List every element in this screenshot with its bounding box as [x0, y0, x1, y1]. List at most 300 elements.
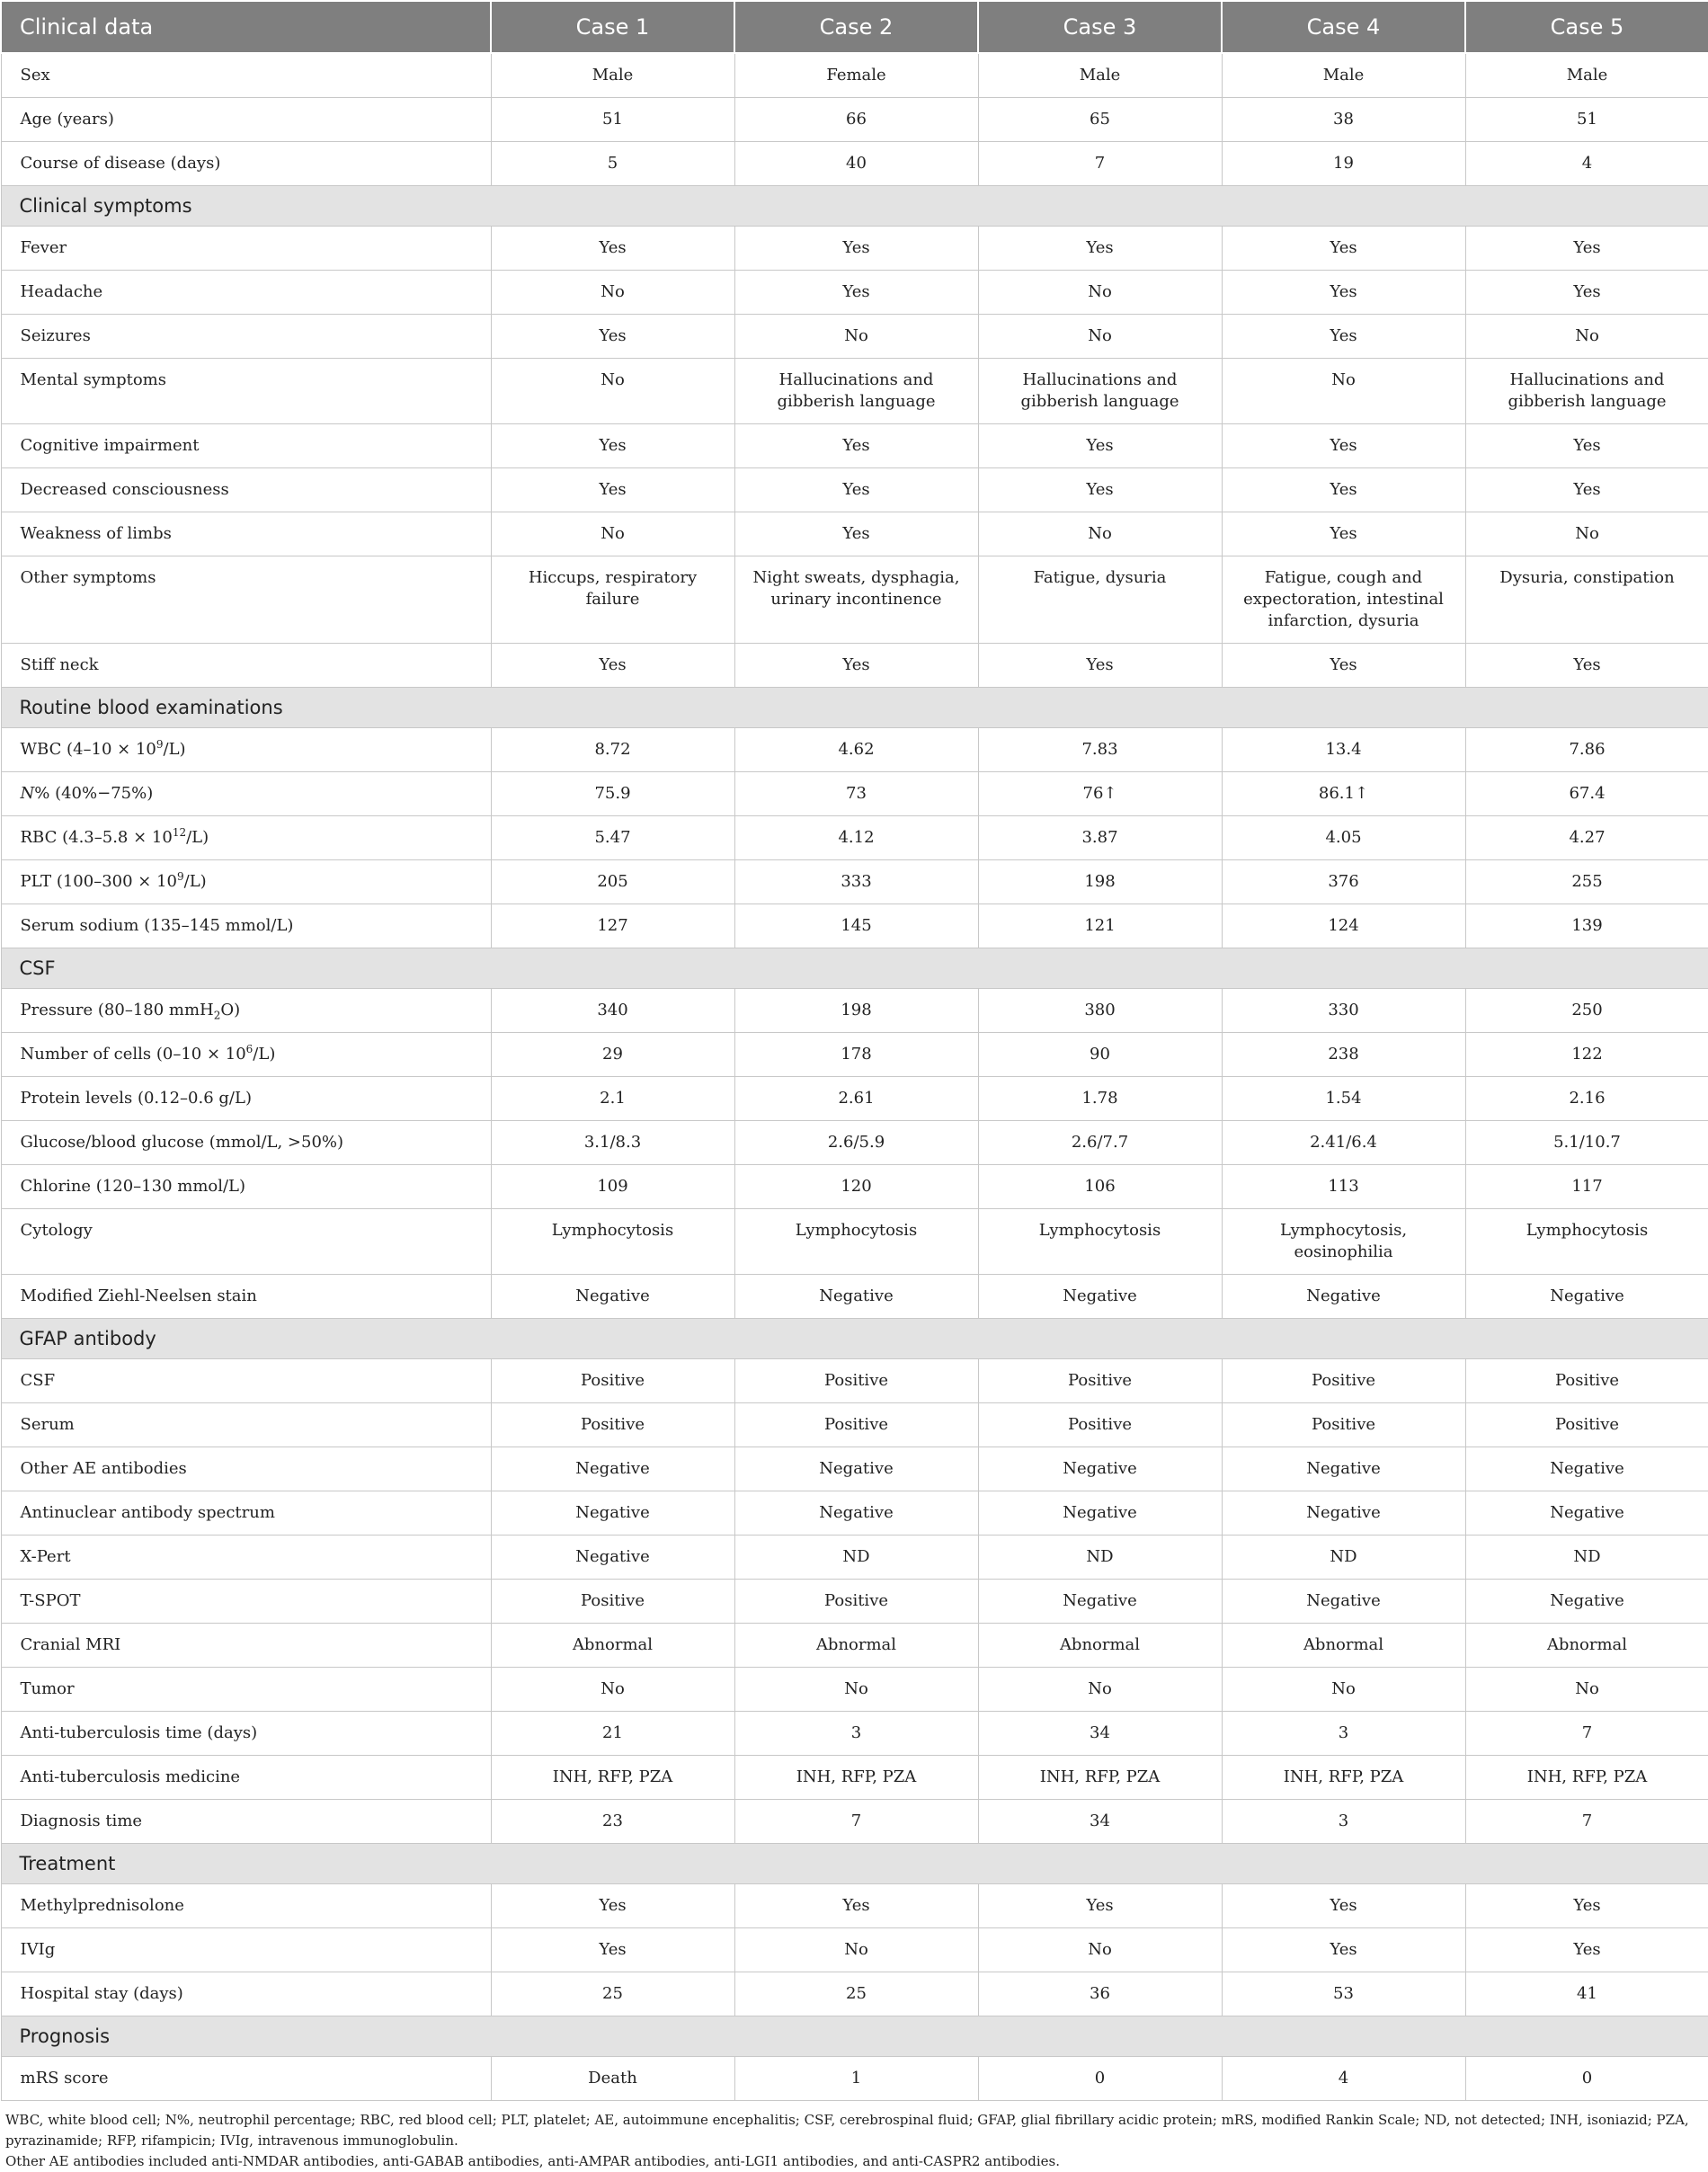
- table-row: [1, 644, 1708, 688]
- row-label-part: WBC (4–10 × 10: [20, 740, 156, 759]
- header-case-3: Case 3: [978, 1, 1222, 53]
- cell-case-3: No: [978, 315, 1222, 359]
- cell-case-4: 38: [1222, 98, 1465, 142]
- row-label: [1, 1033, 491, 1077]
- cell-case-5: No: [1465, 315, 1708, 359]
- row-label-part: PLT (100–300 × 10: [20, 872, 177, 891]
- cell-case-3: Negative: [978, 1580, 1222, 1624]
- section-header-row: [1, 1844, 1708, 1884]
- cell-case-2: 2.6/5.9: [734, 1121, 978, 1165]
- cell-case-2: 198: [734, 989, 978, 1033]
- table-row: [1, 1491, 1708, 1536]
- cell-case-1: Yes: [491, 644, 734, 688]
- cell-case-4: INH, RFP, PZA: [1222, 1756, 1465, 1800]
- row-label-part: /L): [186, 828, 209, 847]
- row-label-part: O): [220, 1001, 241, 1019]
- row-label: Serum sodium (135–145 mmol/L): [1, 904, 491, 948]
- cell-case-5: 122: [1465, 1033, 1708, 1077]
- cell-case-2: Positive: [734, 1403, 978, 1447]
- cell-case-1: No: [491, 1668, 734, 1712]
- cell-case-2: Hallucinations and gibberish language: [734, 359, 978, 424]
- cell-case-3: Positive: [978, 1359, 1222, 1403]
- cell-case-5: No: [1465, 512, 1708, 556]
- cell-case-2: 178: [734, 1033, 978, 1077]
- cell-case-3: 198: [978, 860, 1222, 904]
- cell-case-2: 7: [734, 1800, 978, 1844]
- cell-case-5: ND: [1465, 1536, 1708, 1580]
- table-row: [1, 1536, 1708, 1580]
- cell-case-1: 51: [491, 98, 734, 142]
- cell-case-1: Yes: [491, 227, 734, 271]
- table-row: [1, 1403, 1708, 1447]
- cell-case-1: Yes: [491, 1928, 734, 1972]
- cell-case-2: 3: [734, 1712, 978, 1756]
- cell-case-4: 330: [1222, 989, 1465, 1033]
- table-row: [1, 1712, 1708, 1756]
- row-label-part: Number of cells (0–10 × 10: [20, 1045, 246, 1064]
- cell-case-3: 76↑: [978, 772, 1222, 816]
- row-label-part: N: [20, 784, 35, 803]
- cell-case-5: 2.16: [1465, 1077, 1708, 1121]
- cell-case-5: 51: [1465, 98, 1708, 142]
- cell-case-1: Yes: [491, 315, 734, 359]
- cell-case-1: 3.1/8.3: [491, 1121, 734, 1165]
- row-label: CSF: [1, 1359, 491, 1403]
- cell-case-5: Dysuria, constipation: [1465, 556, 1708, 644]
- table-row: [1, 1033, 1708, 1077]
- cell-case-3: 1.78: [978, 1077, 1222, 1121]
- cell-case-2: 66: [734, 98, 978, 142]
- cell-case-3: Yes: [978, 468, 1222, 512]
- section-header-row: [1, 186, 1708, 227]
- cell-case-4: Yes: [1222, 1884, 1465, 1928]
- cell-case-4: Yes: [1222, 512, 1465, 556]
- cell-case-2: Yes: [734, 227, 978, 271]
- table-row: [1, 1972, 1708, 2016]
- cell-case-3: 65: [978, 98, 1222, 142]
- cell-case-2: No: [734, 1668, 978, 1712]
- header-case-1: Case 1: [491, 1, 734, 53]
- table-header: [1, 1, 1708, 53]
- row-label-part: /L): [183, 872, 207, 891]
- row-label-part: 9: [177, 870, 184, 883]
- table-row: [1, 556, 1708, 644]
- cell-case-1: Positive: [491, 1403, 734, 1447]
- row-label: Weakness of limbs: [1, 512, 491, 556]
- row-label: [1, 989, 491, 1033]
- row-label: Glucose/blood glucose (mmol/L, >50%): [1, 1121, 491, 1165]
- footnote: WBC, white blood cell; N%, neutrophil percentage; RBC, red blood cell; PLT, platelet; AE, autoimmune encephalitis; CSF, cerebrospinal fluid; GFAP, glial fibrillary acidic protein; mRS, modified Rankin Scale; ND, not detected; INH, isoniazid; PZA, pyrazinamide; RFP, rifampicin; IVIg, intravenous immunoglobulin.: [5, 2112, 1689, 2149]
- cell-case-3: 380: [978, 989, 1222, 1033]
- cell-case-1: 75.9: [491, 772, 734, 816]
- cell-case-4: 86.1↑: [1222, 772, 1465, 816]
- cell-case-1: 25: [491, 1972, 734, 2016]
- row-label: Age (years): [1, 98, 491, 142]
- cell-case-1: Lymphocytosis: [491, 1209, 734, 1275]
- cell-case-5: INH, RFP, PZA: [1465, 1756, 1708, 1800]
- table-row: [1, 860, 1708, 904]
- row-label: Other AE antibodies: [1, 1447, 491, 1491]
- cell-case-4: ND: [1222, 1536, 1465, 1580]
- cell-case-2: Abnormal: [734, 1624, 978, 1668]
- table-body: [1, 53, 1708, 2101]
- section-header-row: [1, 2016, 1708, 2057]
- cell-case-3: 3.87: [978, 816, 1222, 860]
- cell-case-1: Hiccups, respiratory failure: [491, 556, 734, 644]
- cell-case-3: 106: [978, 1165, 1222, 1209]
- cell-case-4: Male: [1222, 53, 1465, 98]
- cell-case-5: Yes: [1465, 1928, 1708, 1972]
- cell-case-4: No: [1222, 1668, 1465, 1712]
- row-label-part: 6: [245, 1043, 254, 1055]
- cell-case-1: Negative: [491, 1447, 734, 1491]
- cell-case-3: Yes: [978, 1884, 1222, 1928]
- table-row: [1, 1359, 1708, 1403]
- cell-case-3: Negative: [978, 1491, 1222, 1536]
- table-row: [1, 904, 1708, 948]
- cell-case-1: 5: [491, 142, 734, 186]
- cell-case-3: INH, RFP, PZA: [978, 1756, 1222, 1800]
- cell-case-3: Abnormal: [978, 1624, 1222, 1668]
- cell-case-2: 4.62: [734, 728, 978, 772]
- cell-case-5: Negative: [1465, 1275, 1708, 1319]
- cell-case-2: 145: [734, 904, 978, 948]
- cell-case-4: Abnormal: [1222, 1624, 1465, 1668]
- table-row: [1, 1580, 1708, 1624]
- cell-case-2: 4.12: [734, 816, 978, 860]
- cell-case-1: Abnormal: [491, 1624, 734, 1668]
- header-case-5: Case 5: [1465, 1, 1708, 53]
- cell-case-1: Yes: [491, 468, 734, 512]
- cell-case-5: 139: [1465, 904, 1708, 948]
- cell-case-2: Night sweats, dysphagia, urinary incontinence: [734, 556, 978, 644]
- section-header-row: [1, 1319, 1708, 1359]
- cell-case-1: 5.47: [491, 816, 734, 860]
- cell-case-5: 7.86: [1465, 728, 1708, 772]
- cell-case-3: 7.83: [978, 728, 1222, 772]
- row-label: [1, 772, 491, 816]
- section-title: Routine blood examinations: [1, 688, 1708, 728]
- cell-case-2: Yes: [734, 271, 978, 315]
- cell-case-4: Yes: [1222, 644, 1465, 688]
- row-label: Mental symptoms: [1, 359, 491, 424]
- table-row: [1, 2057, 1708, 2101]
- cell-case-1: 23: [491, 1800, 734, 1844]
- cell-case-2: 120: [734, 1165, 978, 1209]
- cell-case-3: 34: [978, 1712, 1222, 1756]
- cell-case-4: Negative: [1222, 1580, 1465, 1624]
- cell-case-4: Fatigue, cough and expectoration, intestinal infarction, dysuria: [1222, 556, 1465, 644]
- cell-case-3: No: [978, 271, 1222, 315]
- cell-case-4: Negative: [1222, 1275, 1465, 1319]
- row-label: Course of disease (days): [1, 142, 491, 186]
- table-row: [1, 816, 1708, 860]
- cell-case-5: Hallucinations and gibberish language: [1465, 359, 1708, 424]
- table-row: [1, 227, 1708, 271]
- header-row: [1, 1, 1708, 53]
- cell-case-4: 124: [1222, 904, 1465, 948]
- table-row: [1, 424, 1708, 468]
- cell-case-3: No: [978, 512, 1222, 556]
- cell-case-2: Yes: [734, 512, 978, 556]
- row-label: Cranial MRI: [1, 1624, 491, 1668]
- table-row: [1, 53, 1708, 98]
- cell-case-1: Positive: [491, 1359, 734, 1403]
- header-case-4: Case 4: [1222, 1, 1465, 53]
- cell-case-4: Yes: [1222, 227, 1465, 271]
- table-row: [1, 1928, 1708, 1972]
- cell-case-1: Yes: [491, 424, 734, 468]
- row-label: IVIg: [1, 1928, 491, 1972]
- cell-case-2: 333: [734, 860, 978, 904]
- cell-case-3: 36: [978, 1972, 1222, 2016]
- section-title: CSF: [1, 948, 1708, 989]
- cell-case-1: Positive: [491, 1580, 734, 1624]
- cell-case-5: 117: [1465, 1165, 1708, 1209]
- row-label: Diagnosis time: [1, 1800, 491, 1844]
- table-row: [1, 1668, 1708, 1712]
- table-row: [1, 512, 1708, 556]
- cell-case-5: 7: [1465, 1800, 1708, 1844]
- row-label: Fever: [1, 227, 491, 271]
- row-label: Hospital stay (days): [1, 1972, 491, 2016]
- cell-case-4: Yes: [1222, 1928, 1465, 1972]
- row-label: Cognitive impairment: [1, 424, 491, 468]
- cell-case-2: ND: [734, 1536, 978, 1580]
- row-label: [1, 728, 491, 772]
- footnote: Other AE antibodies included anti-NMDAR antibodies, anti-GABAB antibodies, anti-AMPAR antibodies, anti-LGI1 antibodies, and anti-CASPR2 antibodies.: [5, 2153, 1061, 2169]
- cell-case-4: Positive: [1222, 1403, 1465, 1447]
- table-row: [1, 98, 1708, 142]
- cell-case-4: Yes: [1222, 271, 1465, 315]
- cell-case-5: Male: [1465, 53, 1708, 98]
- cell-case-5: Negative: [1465, 1491, 1708, 1536]
- cell-case-3: 2.6/7.7: [978, 1121, 1222, 1165]
- cell-case-2: No: [734, 315, 978, 359]
- row-label: Cytology: [1, 1209, 491, 1275]
- cell-case-5: 5.1/10.7: [1465, 1121, 1708, 1165]
- cell-case-1: Negative: [491, 1536, 734, 1580]
- row-label: Stiff neck: [1, 644, 491, 688]
- cell-case-1: 205: [491, 860, 734, 904]
- cell-case-1: INH, RFP, PZA: [491, 1756, 734, 1800]
- cell-case-3: No: [978, 1668, 1222, 1712]
- cell-case-4: 3: [1222, 1800, 1465, 1844]
- row-label: [1, 860, 491, 904]
- row-label-part: /L): [163, 740, 186, 759]
- table-row: [1, 1800, 1708, 1844]
- cell-case-5: 41: [1465, 1972, 1708, 2016]
- cell-case-4: 13.4: [1222, 728, 1465, 772]
- cell-case-4: 4: [1222, 2057, 1465, 2101]
- row-label: Sex: [1, 53, 491, 98]
- cell-case-2: Negative: [734, 1275, 978, 1319]
- cell-case-4: Positive: [1222, 1359, 1465, 1403]
- cell-case-3: 7: [978, 142, 1222, 186]
- cell-case-5: Yes: [1465, 271, 1708, 315]
- cell-case-1: No: [491, 512, 734, 556]
- cell-case-5: Negative: [1465, 1580, 1708, 1624]
- section-title: Treatment: [1, 1844, 1708, 1884]
- row-label: Anti-tuberculosis time (days): [1, 1712, 491, 1756]
- cell-case-3: Fatigue, dysuria: [978, 556, 1222, 644]
- footnotes: [0, 2101, 1708, 2172]
- table-row: [1, 1209, 1708, 1275]
- cell-case-1: 8.72: [491, 728, 734, 772]
- table-row: [1, 989, 1708, 1033]
- cell-case-2: 2.61: [734, 1077, 978, 1121]
- cell-case-3: Yes: [978, 227, 1222, 271]
- cell-case-4: 2.41/6.4: [1222, 1121, 1465, 1165]
- cell-case-5: Yes: [1465, 424, 1708, 468]
- table-row: [1, 1165, 1708, 1209]
- cell-case-3: ND: [978, 1536, 1222, 1580]
- table-row: [1, 142, 1708, 186]
- cell-case-5: Yes: [1465, 644, 1708, 688]
- table-row: [1, 1121, 1708, 1165]
- row-label: mRS score: [1, 2057, 491, 2101]
- cell-case-3: Negative: [978, 1275, 1222, 1319]
- cell-case-2: Yes: [734, 424, 978, 468]
- cell-case-4: Yes: [1222, 468, 1465, 512]
- cell-case-2: Female: [734, 53, 978, 98]
- row-label-part: 2: [213, 1009, 221, 1022]
- cell-case-2: Positive: [734, 1580, 978, 1624]
- row-label: Serum: [1, 1403, 491, 1447]
- cell-case-3: 0: [978, 2057, 1222, 2101]
- header-clinical-data: Clinical data: [1, 1, 491, 53]
- row-label: X-Pert: [1, 1536, 491, 1580]
- row-label: [1, 816, 491, 860]
- table-row: [1, 1756, 1708, 1800]
- cell-case-1: Male: [491, 53, 734, 98]
- cell-case-2: INH, RFP, PZA: [734, 1756, 978, 1800]
- cell-case-5: 255: [1465, 860, 1708, 904]
- row-label: Anti-tuberculosis medicine: [1, 1756, 491, 1800]
- cell-case-4: 53: [1222, 1972, 1465, 2016]
- cell-case-4: 19: [1222, 142, 1465, 186]
- cell-case-4: Yes: [1222, 424, 1465, 468]
- cell-case-3: Yes: [978, 424, 1222, 468]
- table-row: [1, 315, 1708, 359]
- row-label: Other symptoms: [1, 556, 491, 644]
- cell-case-1: 2.1: [491, 1077, 734, 1121]
- cell-case-4: 3: [1222, 1712, 1465, 1756]
- cell-case-3: No: [978, 1928, 1222, 1972]
- row-label: T-SPOT: [1, 1580, 491, 1624]
- cell-case-4: No: [1222, 359, 1465, 424]
- cell-case-5: Negative: [1465, 1447, 1708, 1491]
- cell-case-5: Yes: [1465, 227, 1708, 271]
- cell-case-4: 1.54: [1222, 1077, 1465, 1121]
- row-label-part: % (40%−75%): [34, 784, 154, 803]
- cell-case-2: 40: [734, 142, 978, 186]
- section-title: GFAP antibody: [1, 1319, 1708, 1359]
- cell-case-3: Yes: [978, 644, 1222, 688]
- table-row: [1, 1275, 1708, 1319]
- header-case-2: Case 2: [734, 1, 978, 53]
- cell-case-1: No: [491, 271, 734, 315]
- cell-case-5: Positive: [1465, 1359, 1708, 1403]
- cell-case-5: 4: [1465, 142, 1708, 186]
- row-label-part: 9: [156, 738, 164, 751]
- row-label: Tumor: [1, 1668, 491, 1712]
- row-label-part: /L): [253, 1045, 276, 1064]
- cell-case-1: 340: [491, 989, 734, 1033]
- table-row: [1, 1077, 1708, 1121]
- table-row: [1, 468, 1708, 512]
- cell-case-1: Negative: [491, 1491, 734, 1536]
- cell-case-5: 7: [1465, 1712, 1708, 1756]
- cell-case-3: Lymphocytosis: [978, 1209, 1222, 1275]
- cell-case-2: Yes: [734, 468, 978, 512]
- cell-case-2: Positive: [734, 1359, 978, 1403]
- table-row: [1, 772, 1708, 816]
- cell-case-2: 1: [734, 2057, 978, 2101]
- row-label: Decreased consciousness: [1, 468, 491, 512]
- cell-case-1: 127: [491, 904, 734, 948]
- cell-case-4: 238: [1222, 1033, 1465, 1077]
- table-row: [1, 728, 1708, 772]
- cell-case-4: 113: [1222, 1165, 1465, 1209]
- table-row: [1, 359, 1708, 424]
- row-label: Modified Ziehl-Neelsen stain: [1, 1275, 491, 1319]
- section-title: Clinical symptoms: [1, 186, 1708, 227]
- cell-case-5: Lymphocytosis: [1465, 1209, 1708, 1275]
- cell-case-5: 67.4: [1465, 772, 1708, 816]
- section-header-row: [1, 688, 1708, 728]
- cell-case-4: Yes: [1222, 315, 1465, 359]
- cell-case-2: 73: [734, 772, 978, 816]
- row-label: Headache: [1, 271, 491, 315]
- row-label: Methylprednisolone: [1, 1884, 491, 1928]
- row-label: Protein levels (0.12–0.6 g/L): [1, 1077, 491, 1121]
- cell-case-2: Lymphocytosis: [734, 1209, 978, 1275]
- cell-case-3: Negative: [978, 1447, 1222, 1491]
- table-row: [1, 271, 1708, 315]
- cell-case-5: Abnormal: [1465, 1624, 1708, 1668]
- section-title: Prognosis: [1, 2016, 1708, 2057]
- cell-case-4: Negative: [1222, 1491, 1465, 1536]
- cell-case-1: Negative: [491, 1275, 734, 1319]
- cell-case-5: 250: [1465, 989, 1708, 1033]
- cell-case-3: Hallucinations and gibberish language: [978, 359, 1222, 424]
- cell-case-1: No: [491, 359, 734, 424]
- cell-case-1: Death: [491, 2057, 734, 2101]
- cell-case-2: 25: [734, 1972, 978, 2016]
- cell-case-5: Yes: [1465, 468, 1708, 512]
- cell-case-3: 34: [978, 1800, 1222, 1844]
- row-label-part: 12: [172, 826, 187, 839]
- row-label: Seizures: [1, 315, 491, 359]
- cell-case-2: Yes: [734, 1884, 978, 1928]
- row-label-part: RBC (4.3–5.8 × 10: [20, 828, 173, 847]
- cell-case-5: Yes: [1465, 1884, 1708, 1928]
- cell-case-4: 376: [1222, 860, 1465, 904]
- cell-case-1: 29: [491, 1033, 734, 1077]
- cell-case-1: Yes: [491, 1884, 734, 1928]
- cell-case-5: Positive: [1465, 1403, 1708, 1447]
- row-label: Chlorine (120–130 mmol/L): [1, 1165, 491, 1209]
- cell-case-1: 21: [491, 1712, 734, 1756]
- cell-case-5: 0: [1465, 2057, 1708, 2101]
- table-row: [1, 1884, 1708, 1928]
- section-header-row: [1, 948, 1708, 989]
- cell-case-1: 109: [491, 1165, 734, 1209]
- cell-case-3: 90: [978, 1033, 1222, 1077]
- table-row: [1, 1624, 1708, 1668]
- row-label: Antinuclear antibody spectrum: [1, 1491, 491, 1536]
